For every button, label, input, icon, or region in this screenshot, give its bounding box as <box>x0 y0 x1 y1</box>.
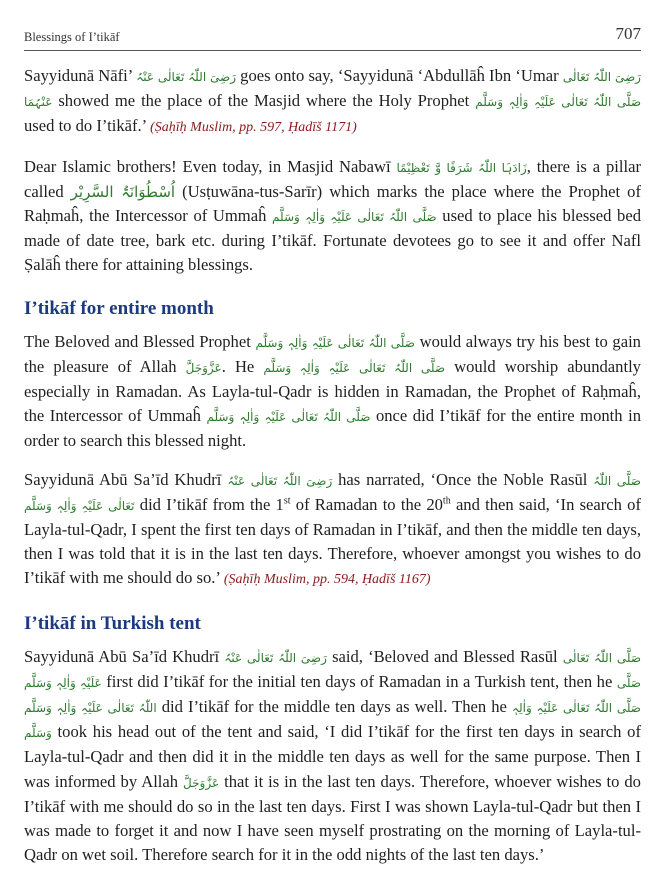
arabic-azza-wa-jall: عَزَّوَجَلَّ <box>185 360 222 375</box>
paragraph-turkish-tent: Sayyidunā Abū Sa’īd Khudrī رَضِیَ اللّٰہُ تَعَالٰی عَنْہُ said, ‘Beloved and Blessed Rasūl صَلَّی اللّٰہُ تَعَالٰی عَلَیْہِ وَاٰلِہٖ وَسَلَّم first did I’tikāf for the initial ten days of Ramadan in a Turkish tent, then he صَلَّی اللّٰہُ تَعَالٰی عَلَیْہِ وَاٰلِہٖ وَسَلَّم did I’tikāf for the middle ten days as well. Then he صَلَّی اللّٰہُ تَعَالٰی عَلَیْہِ وَاٰلِہٖ وَسَلَّم took his head out of the tent and said, ‘I did I’tikāf for the first ten days in search of Layla-tul-Qadr and then did it in the middle ten days as well for the same purpose. Then I was informed by Allah عَزَّوَجَلَّ that it is in the last ten days. Therefore, whoever wishes to do I’tikāf with me should do so in the last ten days. First I was shown Layla-tul-Qadr but then I was made to forget it and now I have seen myself prostrating on the morning of Layla-tul-Qadr on wet soil. Therefore search for it in the odd nights of the last ten days.’ <box>24 646 642 865</box>
arabic-honorific: رَضِیَ اللّٰہُ تَعَالٰی عَنْہُ <box>224 650 327 665</box>
arabic-salawat: صَلَّی اللّٰہُ تَعَالٰی عَلَیْہِ وَاٰلِہٖ وَسَلَّم <box>263 360 446 375</box>
arabic-honorific: رَضِیَ اللّٰہُ تَعَالٰی عَنْہُ <box>136 70 236 84</box>
running-title: Blessings of I’tikāf <box>24 30 120 44</box>
arabic-honorific: رَضِیَ اللّٰہُ تَعَالٰی عَنْہُ <box>227 473 333 488</box>
page-header <box>24 22 641 51</box>
paragraph-entire-month: The Beloved and Blessed Prophet صَلَّی اللّٰہُ تَعَالٰی عَلَیْہِ وَاٰلِہٖ وَسَلَّم would always try his best to gain the pleasure of Allah عَزَّوَجَلَّ. He صَلَّی اللّٰہُ تَعَالٰی عَلَیْہِ وَاٰلِہٖ وَسَلَّم would worship abundantly especially in Ramadan. As Layla-tul-Qadr is hidden in Ramadan, the Prophet of Raḥmaĥ, the Intercessor of Ummaĥ صَلَّی اللّٰہُ تَعَالٰی عَلَیْہِ وَاٰلِہٖ وَسَلَّم once did I’tikāf for the entire month in order to search this blessed night. <box>24 331 642 451</box>
paragraph-nafi: Sayyidunā Nāfi’ رَضِیَ اللّٰہُ تَعَالٰی عَنْہُ goes onto say, ‘Sayyidunā ‘Abdullāĥ Ibn ‘Umar رَضِیَ اللّٰہُ تَعَالٰی عَنْہُمَا showed me the place of the Masjid where the Holy Prophet صَلَّی اللّٰہُ تَعَالٰی عَلَیْہِ وَاٰلِہٖ وَسَلَّم used to do I’tikāf.’ (Ṣaḥīḥ Muslim, pp. 597, Ḥadīš 1171) <box>24 66 642 136</box>
arabic-salawat: صَلَّی اللّٰہُ تَعَالٰی عَلَیْہِ وَاٰلِہٖ وَسَلَّم <box>272 210 437 225</box>
arabic-salawat: صَلَّی اللّٰہُ تَعَالٰی عَلَیْہِ وَاٰلِہٖ وَسَلَّم <box>24 675 641 716</box>
arabic-salawat: صَلَّی اللّٰہُ تَعَالٰی عَلَیْہِ وَاٰلِہٖ وَسَلَّم <box>24 650 642 690</box>
arabic-honorific: رَضِیَ اللّٰہُ تَعَالٰی عَنْہُمَا <box>24 70 641 110</box>
paragraph-khudri-narration: Sayyidunā Abū Sa’īd Khudrī رَضِیَ اللّٰہُ تَعَالٰی عَنْہُ has narrated, ‘Once the Noble Rasūl صَلَّی اللّٰہُ تَعَالٰی عَلَیْہِ وَاٰلِہٖ وَسَلَّم did I’tikāf from the 1st of Ramadan to the 20th and then said, ‘In search of Layla-tul-Qadr, I spent the first ten days of Ramadan in I’tikāf, and then the middle ten days, then I was told that it is in the last ten days. Therefore, whoever amongst you wishes to do I’tikāf with me should do so.’ (Ṣaḥīḥ Muslim, pp. 594, Ḥadīš 1167) <box>24 469 642 588</box>
arabic-pillar-name: اُسْطُوَانَۃُ السَّرِیْر <box>70 182 176 201</box>
arabic-azza-wa-jall: عَزَّوَجَلَّ <box>183 775 220 790</box>
arabic-honorific: زَادَہَا اللّٰہُ شَرَفًا وَّ تَعْظِیْمًا <box>396 160 527 175</box>
page-body <box>24 64 641 867</box>
reference: (Ṣaḥīḥ Muslim, pp. 594, Ḥadīš 1167) <box>223 572 431 588</box>
arabic-salawat: صَلَّی اللّٰہُ تَعَالٰی عَلَیْہِ وَاٰلِہٖ وَسَلَّم <box>475 95 642 110</box>
reference: (Ṣaḥīḥ Muslim, pp. 597, Ḥadīš 1171) <box>150 120 357 136</box>
section-heading-entire-month: I’tikāf for entire month <box>24 297 214 319</box>
paragraph-pillar: Dear Islamic brothers! Even today, in Masjid Nabawī زَادَہَا اللّٰہُ شَرَفًا وَّ تَعْظِیْمًا, there is a pillar called اُسْطُوَانَۃُ السَّرِیْر (Usṭuwāna-tus-Sarīr) which marks the place where the Prophet of Raḥmaĥ, the Intercessor of Ummaĥ صَلَّی اللّٰہُ تَعَالٰی عَلَیْہِ وَاٰلِہٖ وَسَلَّم used to place his blessed bed made of date tree, bark etc. during I’tikāf. Fortunate devotees go to see it and offer Nafl Ṣalāĥ there for attaining blessings. <box>24 156 642 275</box>
arabic-salawat: صَلَّی اللّٰہُ تَعَالٰی عَلَیْہِ وَاٰلِہٖ وَسَلَّم <box>24 701 641 741</box>
arabic-salawat: صَلَّی اللّٰہُ تَعَالٰی عَلَیْہِ وَاٰلِہٖ وَسَلَّم <box>24 473 641 513</box>
section-heading-turkish-tent: I’tikāf in Turkish tent <box>24 612 201 634</box>
page-number: 707 <box>615 24 641 43</box>
arabic-salawat: صَلَّی اللّٰہُ تَعَالٰی عَلَیْہِ وَاٰلِہٖ وَسَلَّم <box>206 410 371 425</box>
arabic-salawat: صَلَّی اللّٰہُ تَعَالٰی عَلَیْہِ وَاٰلِہٖ وَسَلَّم <box>255 335 415 350</box>
